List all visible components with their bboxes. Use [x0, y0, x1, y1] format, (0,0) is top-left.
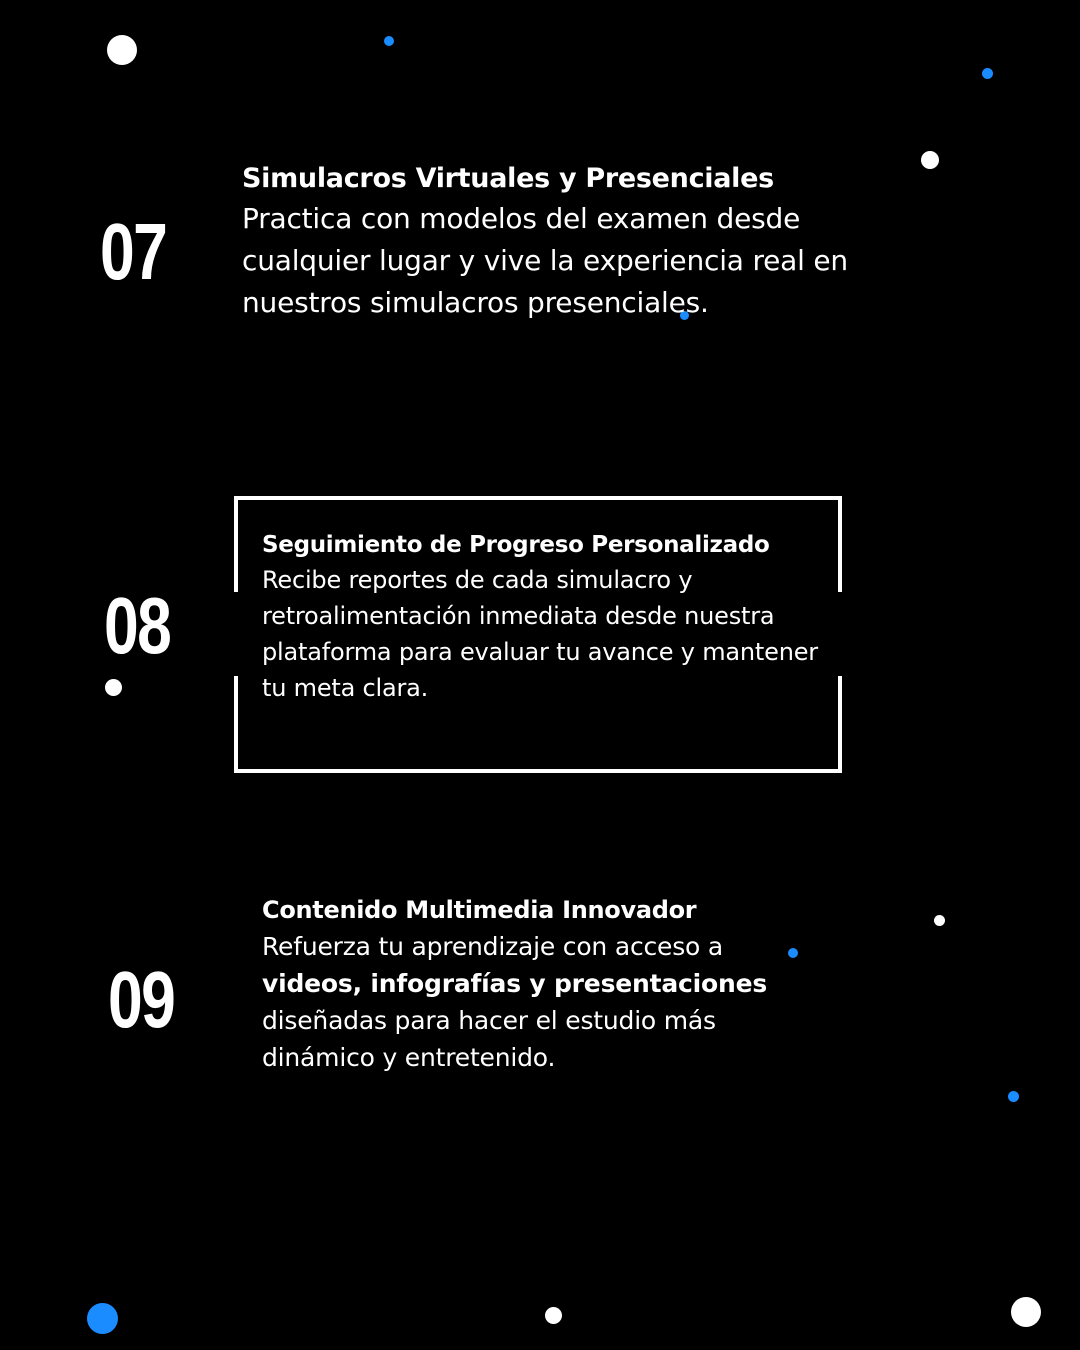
decorative-dot — [545, 1307, 562, 1324]
feature-block — [242, 160, 862, 324]
feature-description — [262, 928, 822, 1076]
decorative-dot — [921, 151, 939, 169]
decorative-dot — [934, 915, 945, 926]
feature-title: Contenido Multimedia Innovador — [262, 896, 697, 924]
decorative-dot — [982, 68, 993, 79]
description-intro: Refuerza tu aprendizaje con acceso a — [262, 932, 724, 961]
item-number: 08 — [104, 581, 171, 670]
decorative-dot — [1008, 1091, 1019, 1102]
description-highlight: videos, infografías y presentaciones — [262, 969, 768, 998]
item-number: 09 — [108, 955, 175, 1044]
decorative-dot — [1011, 1297, 1041, 1327]
feature-block — [262, 528, 822, 706]
decorative-dot — [107, 35, 137, 65]
feature-title: Seguimiento de Progreso Personalizado — [262, 532, 770, 558]
description-outro: diseñadas para hacer el estudio más dinámico y entretenido. — [262, 1006, 716, 1072]
item-number: 07 — [100, 207, 167, 296]
decorative-dot — [105, 679, 122, 696]
decorative-dot — [87, 1303, 118, 1334]
decorative-dot — [384, 36, 394, 46]
feature-description: Recibe reportes de cada simulacro y retroalimentación inmediata desde nuestra plataforma para evaluar tu avance y mantener tu meta clara. — [262, 566, 818, 702]
feature-block — [262, 892, 822, 1076]
feature-title: Simulacros Virtuales y Presenciales — [242, 163, 774, 194]
feature-description: Practica con modelos del examen desde cualquier lugar y vive la experiencia real en nuestros simulacros presenciales. — [242, 202, 848, 319]
